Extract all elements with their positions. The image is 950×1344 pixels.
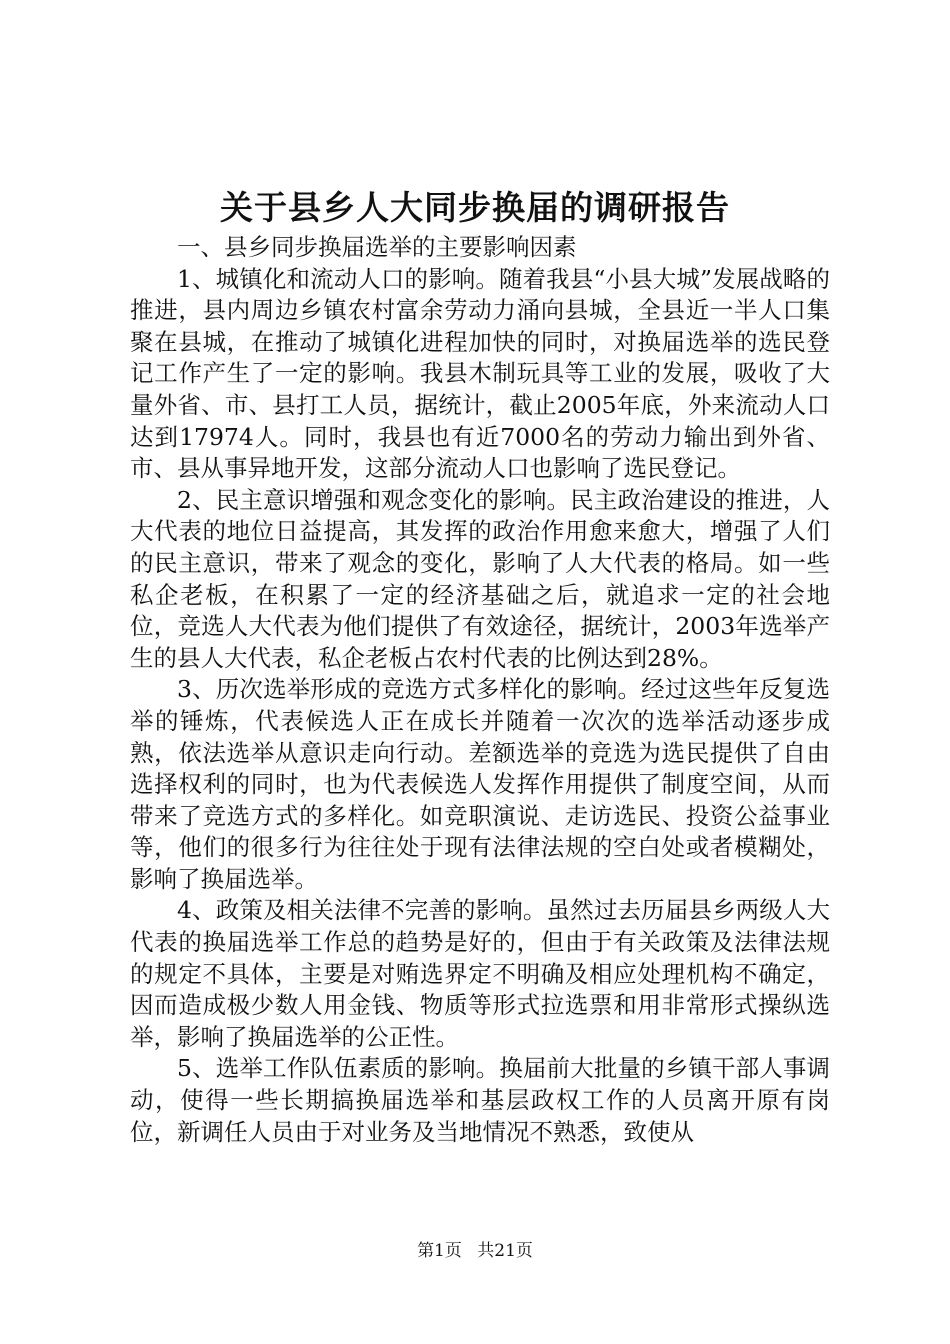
page-total: 共21页 — [477, 1241, 533, 1261]
page-number: 第1页 — [417, 1241, 462, 1261]
paragraph-staff-quality: 5、选举工作队伍素质的影响。换届前大批量的乡镇干部人事调动，使得一些长期搞换届选举和基层政权工作的人员离开原有岗位，新调任人员由于对业务及当地情况不熟悉，致使从 — [130, 1054, 830, 1146]
paragraph-campaign-methods: 3、历次选举形成的竞选方式多样化的影响。经过这些年反复选举的锤炼，代表候选人正在成长并随着一次次的选举活动逐步成熟，依法选举从意识走向行动。差额选举的竞选为选民提供了自由选择权利的同时，也为代表候选人发挥作用提供了制度空间，从而带来了竞选方式的多样化。如竞职演说、走访选民、投资公益事业等，他们的很多行为往往处于现有法律法规的空白处或者模糊处，影响了换届选举。 — [130, 675, 830, 893]
document-title: 关于县乡人大同步换届的调研报告 — [220, 188, 730, 227]
paragraph-policy-law: 4、政策及相关法律不完善的影响。虽然过去历届县乡两级人大代表的换届选举工作总的趋势是好的，但由于有关政策及法律法规的规定不具体，主要是对贿选界定不明确及相应处理机构不确定，因而造成极少数人用金钱、物质等形式拉选票和用非常形式操纵选举，影响了换届选举的公正性。 — [130, 896, 830, 1051]
section-heading: 一、县乡同步换届选举的主要影响因素 — [177, 233, 577, 261]
page-footer — [0, 1239, 950, 1263]
paragraph-urbanization: 1、城镇化和流动人口的影响。随着我县“小县大城”发展战略的推进，县内周边乡镇农村富余劳动力涌向县城，全县近一半人口集聚在县城，在推动了城镇化进程加快的同时，对换届选举的选民登记工作产生了一定的影响。我县木制玩具等工业的发展，吸收了大量外省、市、县打工人员，据统计，截止2005年底，外来流动人口达到17974人。同时，我县也有近7000名的劳动力输出到外省、市、县从事异地开发，这部分流动人口也影响了选民登记。 — [130, 264, 830, 483]
document-body — [130, 232, 830, 1148]
paragraph-democratic-awareness: 2、民主意识增强和观念变化的影响。民主政治建设的推进，人大代表的地位日益提高，其发挥的政治作用愈来愈大，增强了人们的民主意识，带来了观念的变化，影响了人大代表的格局。如一些私企老板，在积累了一定的经济基础之后，就追求一定的社会地位，竞选人大代表为他们提供了有效途径，据统计，2003年选举产生的县人大代表，私企老板占农村代表的比例达到28%。 — [130, 485, 830, 672]
